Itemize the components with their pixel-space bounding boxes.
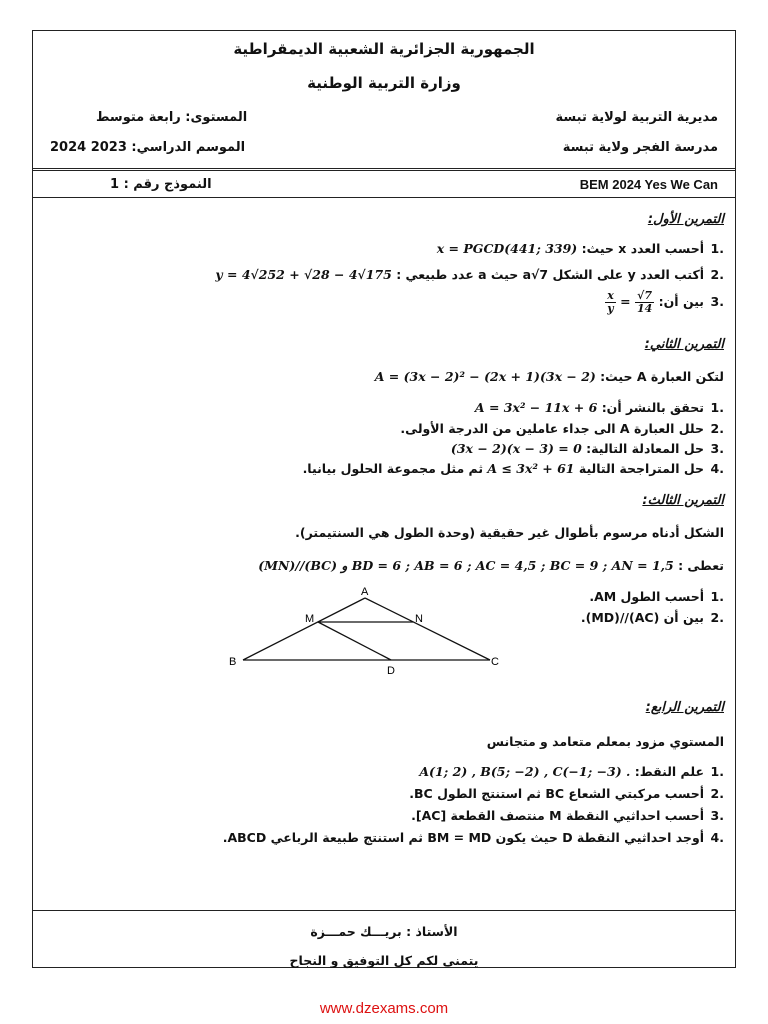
label-M: M [305, 613, 315, 625]
ex2-q4: .4حل المتراجحة التالية A ≤ 3x² + 61 ثم مثل مجموعة الحلول بيانيا. [302, 461, 724, 476]
ex1-q1-math: x = PGCD(441; 339) [436, 241, 578, 256]
ex2-title: التمرين الثاني: [644, 337, 724, 352]
level: المستوى: رابعة متوسط [96, 110, 248, 125]
ex2-q2-text: حلل العبارة A الى جداء عاملين من الدرجة الأولى. [400, 421, 704, 436]
ex3-q2: .2بين أن (AC)//(MD). [580, 610, 724, 625]
ex1-q3-text: بين أن: [658, 294, 704, 309]
ex2-q2: .2حلل العبارة A الى جداء عاملين من الدرجة الأولى. [400, 421, 724, 436]
triangle-figure [225, 585, 515, 680]
ex3-intro: الشكل أدناه مرسوم بأطوال غير حقيقية (وحدة الطول هي السنتيمتر). [295, 525, 724, 540]
segment-MD [318, 622, 391, 660]
ex1-q2-math: y = 4√252 + √28 − 4√175 [215, 267, 392, 282]
ex2-q3-math: (3x − 2)(x − 3) = 0 [450, 441, 582, 456]
footer-divider [32, 910, 736, 911]
closing-wish: يتمنى لكم كل التوفيق و النجاح [289, 953, 479, 968]
ex3-title: التمرين الثالث: [642, 493, 724, 508]
segment-AC [365, 598, 490, 660]
ex1-q2: .2أكتب العدد y على الشكل a√7 حيث a عدد طبيعي : y = 4√252 + √28 − 4√175 [215, 267, 724, 282]
ex2-q1-text: تحقق بالنشر أن: [601, 400, 704, 415]
ex2-q3-text: حل المعادلة التالية: [586, 441, 704, 456]
ex4-q3: .3أحسب احداثيي النقطة M منتصف القطعة [AC]. [411, 808, 724, 823]
label-D: D [387, 665, 395, 677]
directorate: مديرية التربية لولاية تبسة [555, 110, 718, 125]
ex3-q1: .1أحسب الطول AM. [589, 589, 724, 604]
label-C: C [491, 656, 499, 668]
segment-AB [243, 598, 365, 660]
ex1-title: التمرين الأول: [647, 212, 724, 227]
ex4-q1-math: A(1; 2) , B(5; −2) , C(−1; −3) . [419, 764, 631, 779]
ex2-q4-text: حل المتراجحة التالية [578, 461, 704, 476]
header-divider [32, 168, 736, 171]
ex2-intro-text: لتكن العبارة A حيث: [600, 369, 724, 384]
ex2-q1-math: A = 3x² − 11x + 6 [474, 400, 598, 415]
ex3-q2-text: بين أن (AC)//(MD). [580, 610, 704, 625]
ex1-q1: .1أحسب العدد x حيث: x = PGCD(441; 339) [436, 241, 724, 256]
site-link[interactable]: www.dzexams.com [319, 1000, 449, 1017]
exam-tag: BEM 2024 Yes We Can [579, 177, 718, 192]
model-number: النموذج رقم : 1 [110, 177, 212, 192]
ex1-q3: .3بين أن: $\frac{x}{y}$ = $\frac{√7}{14}$ [607, 289, 724, 315]
ex4-q1-text: علم النقط: [634, 764, 704, 779]
ex4-q3-text: أحسب احداثيي النقطة M منتصف القطعة [AC]. [411, 808, 704, 823]
ministry-title: وزارة التربية الوطنية [307, 74, 461, 92]
ex4-q4-text: أوجد احداثيي النقطة D حيث يكون BM = MD ثم استنتج طبيعة الرباعي ABCD. [222, 830, 704, 845]
ex3-given-label: تعطى : [678, 558, 724, 573]
label-A: A [361, 586, 369, 598]
teacher-name: الأستاذ : بريـــك حمـــزة [310, 924, 458, 939]
ex3-given-math: (MN)//(BC) و BD = 6 ; AB = 6 ; AC = 4,5 ; BC = 9 ; AN = 1,5 [258, 558, 674, 573]
ex2-intro [375, 369, 724, 384]
ex2-q4-tail: ثم مثل مجموعة الحلول بيانيا. [302, 461, 484, 476]
ex2-q1: .1تحقق بالنشر أن: A = 3x² − 11x + 6 [474, 400, 724, 415]
ex4-q1: .1علم النقط: A(1; 2) , B(5; −2) , C(−1; −3) . [419, 764, 724, 779]
ex3-q1-text: أحسب الطول AM. [589, 589, 704, 604]
ex4-q2: .2أحسب مركبتي الشعاع BC ثم استنتج الطول BC. [409, 786, 724, 801]
ex1-q1-text: أحسب العدد x حيث: [581, 241, 704, 256]
ex4-title: التمرين الرابع: [645, 700, 724, 715]
ex4-intro: المستوي مزود بمعلم متعامد و متجانس [486, 734, 724, 749]
label-N: N [415, 613, 423, 625]
ex2-q4-math: A ≤ 3x² + 61 [487, 461, 575, 476]
label-B: B [229, 656, 237, 668]
school: مدرسة الفجر ولاية تبسة [562, 140, 718, 155]
ex3-given [258, 558, 724, 573]
season: الموسم الدراسي: 2023 2024 [50, 140, 246, 155]
ex2-intro-math: A = (3x − 2)² − (2x + 1)(3x − 2) [374, 369, 596, 384]
ex1-q2-text: أكتب العدد y على الشكل a√7 حيث a عدد طبيعي : [396, 267, 704, 282]
ex1-q3-math: $\frac{x}{y}$ = $\frac{√7}{14}$ [607, 289, 653, 315]
ex4-q2-text: أحسب مركبتي الشعاع BC ثم استنتج الطول BC. [409, 786, 704, 801]
ex4-q4: .4أوجد احداثيي النقطة D حيث يكون BM = MD ثم استنتج طبيعة الرباعي ABCD. [222, 830, 724, 845]
ex2-q3: .3حل المعادلة التالية: (3x − 2)(x − 3) = 0 [450, 441, 724, 456]
subheader-divider [32, 197, 736, 198]
republic-title: الجمهورية الجزائرية الشعبية الديمقراطية [233, 40, 535, 58]
